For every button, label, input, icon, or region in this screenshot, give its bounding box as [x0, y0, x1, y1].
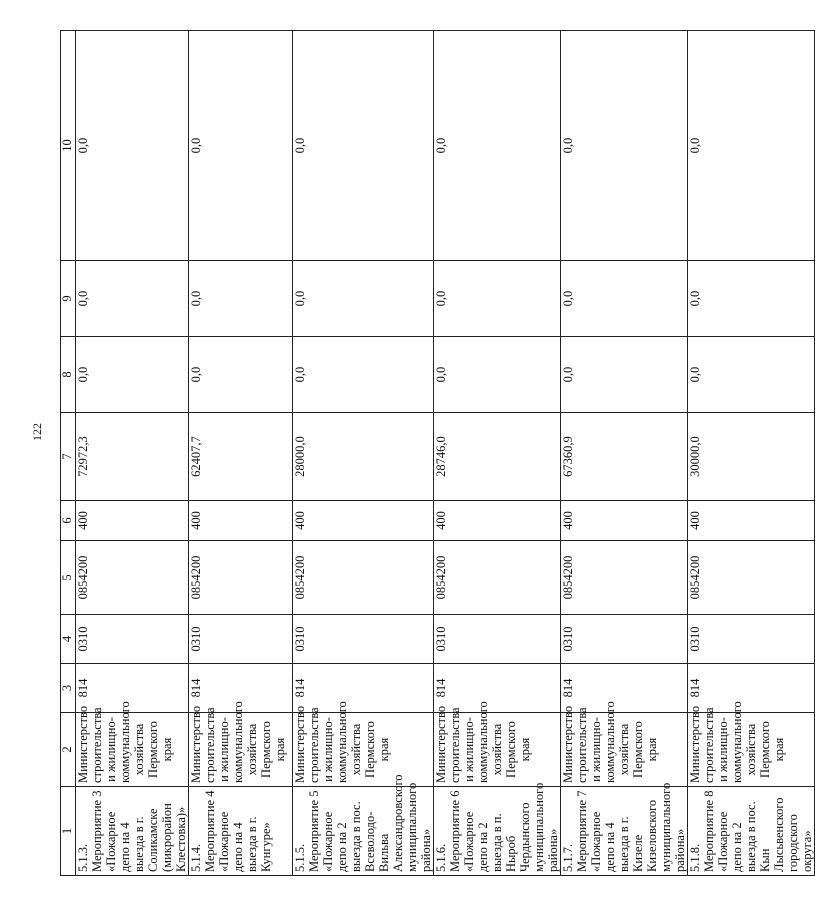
- cell-col-10: 0,0: [189, 31, 293, 261]
- cell-col-4: 0310: [76, 615, 189, 664]
- cell-col-6: 400: [561, 501, 688, 541]
- cell-col-8: 0,0: [688, 337, 815, 413]
- cell-col-4: 0310: [293, 615, 434, 664]
- executor-cell: Министерство строительства и жилищно-коммунального хозяйства Пермского края: [293, 713, 434, 787]
- cell-col-5: 0854200: [76, 541, 189, 615]
- activity-name: 5.1.5. Мероприятие 5 «Пожарное депо на 2 выезда в пос. Всеволодо-Вильва Александровского муниципального района»: [293, 787, 434, 876]
- cell-col-5: 0854200: [293, 541, 434, 615]
- activity-name: 5.1.6. Мероприятие 6 «Пожарное депо на 2 выезда в п. Ныроб Чердынского муниципального района»: [434, 787, 561, 876]
- cell-col-10: 0,0: [76, 31, 189, 261]
- cell-col-5: 0854200: [561, 541, 688, 615]
- cell-col-5: 0854200: [189, 541, 293, 615]
- table-row: [293, 31, 434, 876]
- cell-col-3: 814: [434, 664, 561, 713]
- activity-name: 5.1.7. Мероприятие 7 «Пожарное депо на 4 выезда в г. Кизеле Кизеловского муниципального района»: [561, 787, 688, 876]
- cell-col-6: 400: [434, 501, 561, 541]
- activity-name: 5.1.4. Мероприятие 4 «Пожарное депо на 4 выезда в г. Кунгуре»: [189, 787, 293, 876]
- cell-col-8: 0,0: [76, 337, 189, 413]
- cell-col-3: 814: [189, 664, 293, 713]
- cell-col-7: 62407,7: [189, 413, 293, 501]
- header-col-7: 7: [61, 413, 76, 501]
- header-col-1: 1: [61, 787, 76, 876]
- cell-col-7: 28746,0: [434, 413, 561, 501]
- cell-col-6: 400: [688, 501, 815, 541]
- cell-col-6: 400: [189, 501, 293, 541]
- cell-col-8: 0,0: [189, 337, 293, 413]
- cell-col-3: 814: [561, 664, 688, 713]
- cell-col-9: 0,0: [76, 261, 189, 337]
- cell-col-9: 0,0: [293, 261, 434, 337]
- table-row: [688, 31, 815, 876]
- cell-col-4: 0310: [561, 615, 688, 664]
- activity-name: 5.1.3. Мероприятие 3 «Пожарное депо на 4 выезда в г. Соликамске (микрорайон Клестовка)»: [76, 787, 189, 876]
- table-row: [76, 31, 189, 876]
- cell-col-10: 0,0: [434, 31, 561, 261]
- executor-cell: Министерство строительства и жилищно-коммунального хозяйства Пермского края: [76, 713, 189, 787]
- cell-col-8: 0,0: [561, 337, 688, 413]
- cell-col-3: 814: [293, 664, 434, 713]
- header-col-6: 6: [61, 501, 76, 541]
- cell-col-9: 0,0: [189, 261, 293, 337]
- cell-col-7: 28000,0: [293, 413, 434, 501]
- cell-col-3: 814: [76, 664, 189, 713]
- executor-cell: Министерство строительства и жилищно-коммунального хозяйства Пермского края: [189, 713, 293, 787]
- cell-col-4: 0310: [189, 615, 293, 664]
- table-row: [189, 31, 293, 876]
- cell-col-9: 0,0: [561, 261, 688, 337]
- executor-cell: Министерство строительства и жилищно-коммунального хозяйства Пермского края: [688, 713, 815, 787]
- executor-cell: Министерство строительства и жилищно-коммунального хозяйства Пермского края: [561, 713, 688, 787]
- program-activities-table: [60, 30, 815, 876]
- header-col-3: 3: [61, 664, 76, 713]
- cell-col-10: 0,0: [688, 31, 815, 261]
- header-col-10: 10: [61, 31, 76, 261]
- header-row: [61, 31, 76, 876]
- table-row: [434, 31, 561, 876]
- cell-col-5: 0854200: [434, 541, 561, 615]
- cell-col-10: 0,0: [293, 31, 434, 261]
- cell-col-4: 0310: [434, 615, 561, 664]
- cell-col-5: 0854200: [688, 541, 815, 615]
- cell-col-7: 30000,0: [688, 413, 815, 501]
- executor-cell: Министерство строительства и жилищно-коммунального хозяйства Пермского края: [434, 713, 561, 787]
- header-col-2: 2: [61, 713, 76, 787]
- header-col-4: 4: [61, 615, 76, 664]
- activity-name: 5.1.8. Мероприятие 8 «Пожарное депо на 2 выезда в пос. Кын Лысьвенского городского округа»: [688, 787, 815, 876]
- cell-col-10: 0,0: [561, 31, 688, 261]
- header-col-5: 5: [61, 541, 76, 615]
- rotated-table-container: [60, 31, 814, 876]
- header-col-9: 9: [61, 261, 76, 337]
- cell-col-8: 0,0: [434, 337, 561, 413]
- cell-col-4: 0310: [688, 615, 815, 664]
- cell-col-6: 400: [293, 501, 434, 541]
- cell-col-7: 72972,3: [76, 413, 189, 501]
- cell-col-8: 0,0: [293, 337, 434, 413]
- cell-col-9: 0,0: [688, 261, 815, 337]
- header-col-8: 8: [61, 337, 76, 413]
- cell-col-7: 67360,9: [561, 413, 688, 501]
- table-row: [561, 31, 688, 876]
- cell-col-9: 0,0: [434, 261, 561, 337]
- cell-col-3: 814: [688, 664, 815, 713]
- cell-col-6: 400: [76, 501, 189, 541]
- page-number: 122: [30, 423, 44, 441]
